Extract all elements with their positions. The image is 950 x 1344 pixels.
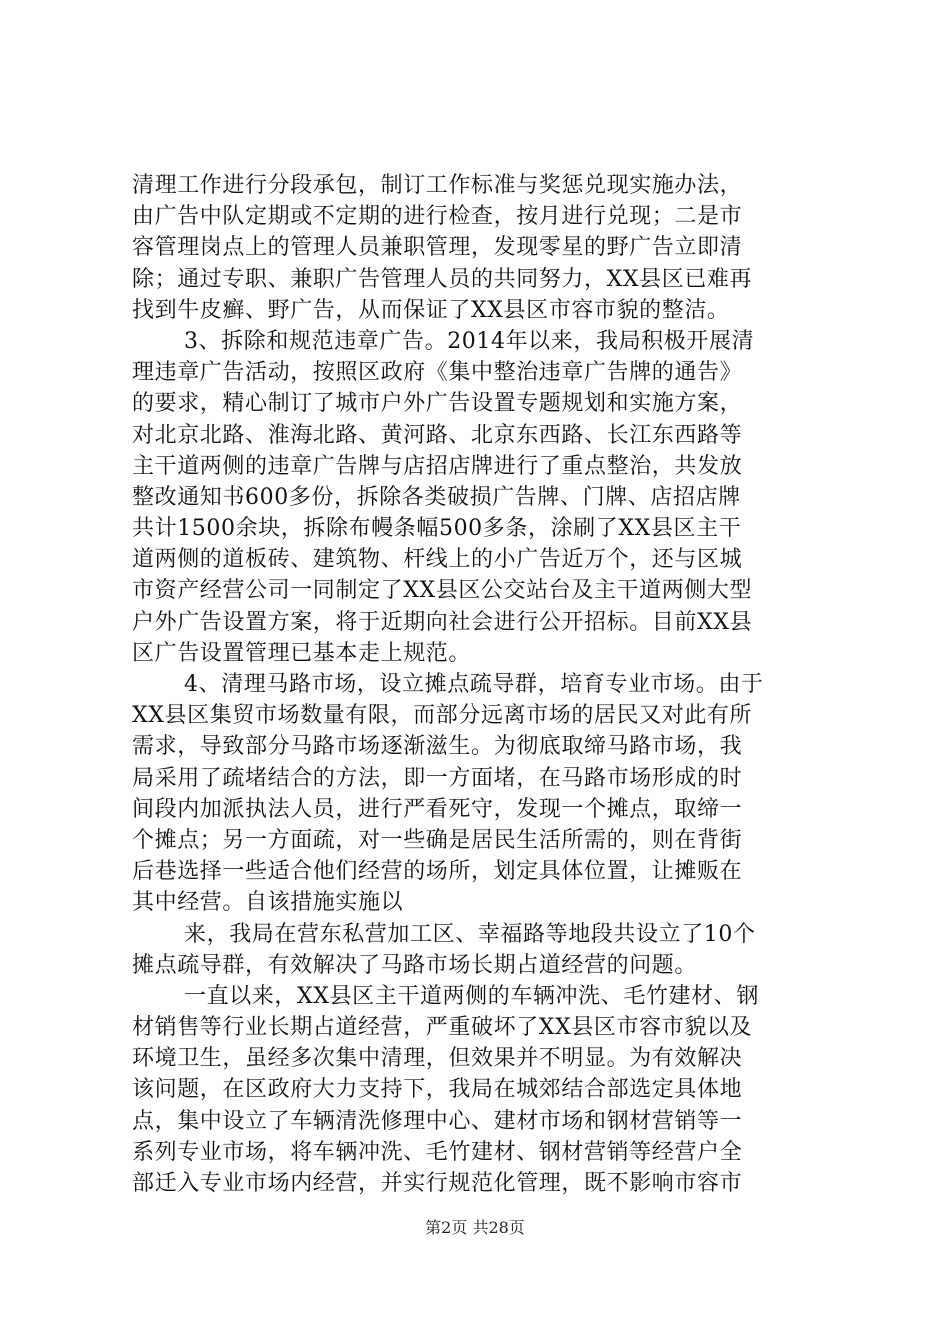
text-line: 的要求，精心制订了城市户外广告设置专题规划和实施方案，: [132, 391, 743, 417]
text-line: 清理工作进行分段承包，制订工作标准与奖惩兑现实施办法，: [132, 173, 743, 198]
text-line: 3、拆除和规范违章广告。2014年以来，我局积极开展清: [184, 328, 755, 354]
text-line: 局采用了疏堵结合的方法，即一方面堵，在马路市场形成的时: [132, 765, 743, 791]
text-line: 摊点疏导群，有效解决了马路市场长期占道经营的问题。: [132, 952, 698, 978]
text-line: 环境卫生，虽经多次集中清理，但效果并不明显。为有效解决: [132, 1046, 743, 1072]
text-line: 4、清理马路市场，设立摊点疏导群，培育专业市场。由于: [184, 672, 764, 697]
text-line: 个摊点；另一方面疏，对一些确是居民生活所需的，则在背街: [132, 827, 743, 853]
text-line: 一直以来，XX县区主干道两侧的车辆冲洗、毛竹建材、钢: [184, 983, 759, 1009]
text-line: 容管理岗点上的管理人员兼职管理，发现零星的野广告立即清: [132, 235, 743, 261]
text-line: 该问题，在区政府大力支持下，我局在城郊结合部选定具体地: [132, 1077, 743, 1103]
text-line: 部迁入专业市场内经营，并实行规范化管理，既不影响市容市: [132, 1171, 743, 1196]
text-line: XX县区集贸市场数量有限，而部分远离市场的居民又对此有所: [132, 703, 753, 729]
text-line: 道两侧的道板砖、建筑物、杆线上的小广告近万个，还与区城: [132, 547, 743, 573]
text-line: 区广告设置管理已基本走上规范。: [132, 640, 472, 666]
text-line: 除；通过专职、兼职广告管理人员的共同努力，XX县区已难再: [132, 266, 753, 292]
text-line: 理违章广告活动，按照区政府《集中整治违章广告牌的通告》: [132, 360, 743, 386]
text-line: 后巷选择一些适合他们经营的场所，划定具体位置，让摊贩在: [132, 859, 743, 885]
page-number: 第2页 共28页: [425, 1218, 525, 1237]
document-body: [132, 170, 832, 1199]
text-line: 由广告中队定期或不定期的进行检查，按月进行兑现；二是市: [132, 204, 743, 230]
text-line: 来，我局在营东私营加工区、幸福路等地段共设立了10个: [184, 921, 756, 947]
text-line: 对北京北路、淮海北路、黄河路、北京东西路、长江东西路等: [132, 422, 743, 448]
text-line: 间段内加派执法人员，进行严看死守，发现一个摊点，取缔一: [132, 796, 743, 822]
text-line: 共计1500余块，拆除布幔条幅500多条，涂刷了XX县区主干: [132, 516, 742, 542]
text-line: 主干道两侧的违章广告牌与店招店牌进行了重点整治，共发放: [132, 453, 743, 479]
text-line: 点，集中设立了车辆清洗修理中心、建材市场和钢材营销等一: [132, 1108, 743, 1134]
text-line: 户外广告设置方案，将于近期向社会进行公开招标。目前XX县: [132, 609, 753, 635]
text-line: 其中经营。自该措施实施以: [132, 890, 404, 916]
text-line: 找到牛皮癣、野广告，从而保证了XX县区市容市貌的整洁。: [132, 297, 730, 323]
text-line: 系列专业市场，将车辆冲洗、毛竹建材、钢材营销等经营户全: [132, 1139, 743, 1165]
text-line: 材销售等行业长期占道经营，严重破坏了XX县区市容市貌以及: [132, 1015, 753, 1041]
text-line: 需求，导致部分马路市场逐渐滋生。为彻底取缔马路市场，我: [132, 734, 743, 760]
text-line: 整改通知书600多份，拆除各类破损广告牌、门牌、店招店牌: [132, 484, 741, 510]
text-line: 市资产经营公司一同制定了XX县区公交站台及主干道两侧大型: [132, 578, 753, 604]
